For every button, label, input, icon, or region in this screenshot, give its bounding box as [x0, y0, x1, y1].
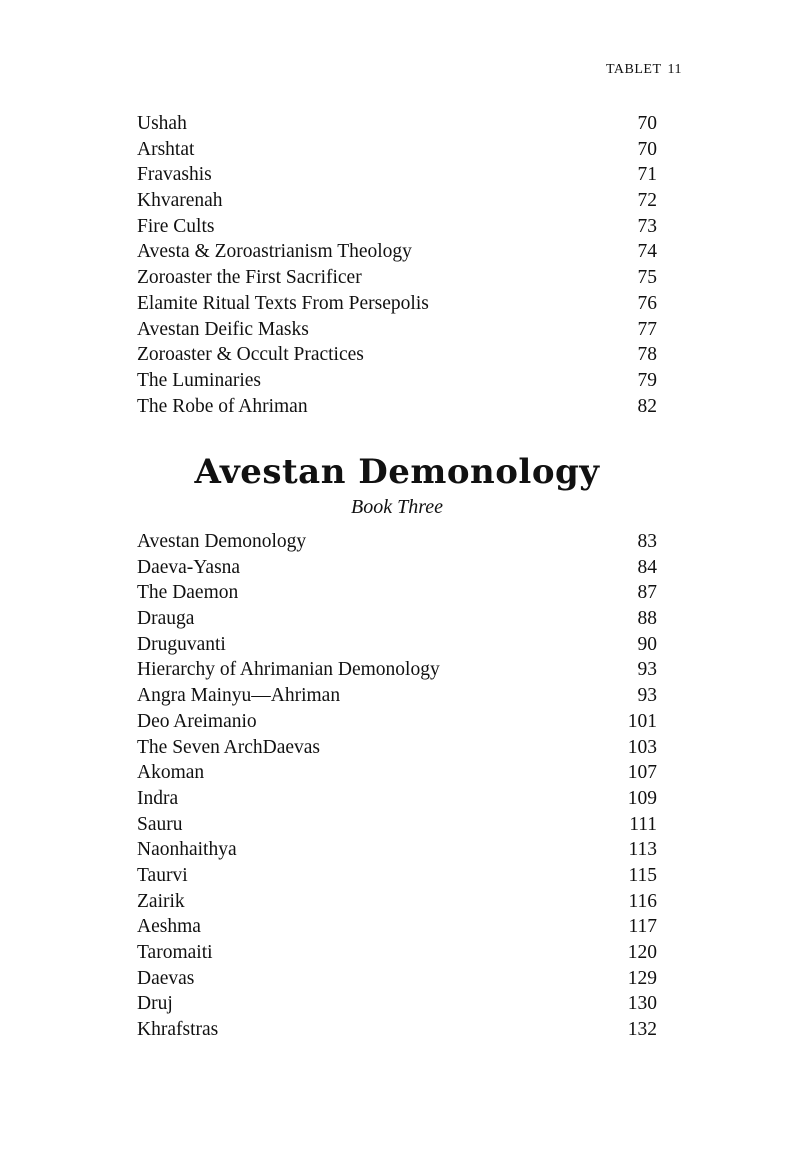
section-subtitle: Book Three	[350, 496, 443, 518]
toc-entry-page: 132	[627, 1019, 657, 1041]
toc-entry-title: Aeshma	[137, 916, 201, 938]
toc-entry-page: 90	[637, 633, 657, 655]
toc-entry	[137, 632, 657, 658]
toc-entry-title: Daeva-Yasna	[137, 556, 241, 578]
toc-entry-page: 120	[627, 942, 657, 963]
toc-entry-page: 73	[637, 215, 657, 237]
toc-entry-page: 113	[628, 839, 657, 861]
toc-entry-page: 70	[637, 113, 657, 134]
toc-entry-title: The Seven ArchDaevas	[137, 736, 321, 758]
toc-entry	[137, 606, 657, 632]
toc-list-top	[137, 111, 657, 419]
toc-entry-page: 87	[637, 582, 657, 604]
running-head-label: TABLET	[605, 62, 662, 77]
toc-entry-page: 84	[637, 556, 657, 578]
toc-entry-title: Zoroaster the First Sacrificer	[137, 267, 362, 289]
toc-entry-title: Indra	[137, 787, 179, 809]
toc-entry-page: 78	[637, 344, 657, 366]
toc-entry-page: 74	[637, 241, 657, 263]
toc-entry-page: 111	[629, 813, 657, 835]
toc-entry-title: Akoman	[137, 762, 205, 784]
toc-entry-page: 116	[628, 890, 657, 912]
page-number: 11	[667, 62, 682, 77]
toc-entry	[137, 683, 657, 709]
toc-entry	[137, 265, 657, 291]
toc-entry	[137, 991, 657, 1017]
toc-entry-title: Naonhaithya	[137, 839, 237, 861]
toc-entry-page: 93	[637, 659, 657, 681]
toc-entry	[137, 837, 657, 863]
toc-entry-page: 79	[637, 369, 657, 391]
toc-entry-title: Hierarchy of Ahrimanian Demonology	[137, 659, 440, 681]
toc-entry-title: Avesta & Zoroastrianism Theology	[137, 241, 412, 263]
toc-entry-title: Fravashis	[137, 164, 212, 186]
toc-entry-title: Druguvanti	[137, 633, 226, 655]
toc-entry-page: 70	[637, 138, 657, 160]
toc-entry	[137, 580, 657, 606]
toc-entry	[137, 214, 657, 240]
toc-entry-page: 77	[637, 318, 657, 340]
toc-entry-page: 82	[637, 395, 657, 417]
toc-entry	[137, 709, 657, 735]
toc-entry	[137, 812, 657, 838]
toc-entry	[137, 317, 657, 343]
toc-entry	[137, 394, 657, 420]
toc-entry-page: 83	[637, 531, 657, 552]
toc-entry-title: The Robe of Ahriman	[137, 395, 308, 417]
toc-entry-title: Ushah	[137, 113, 187, 134]
toc-entry	[137, 555, 657, 581]
toc-entry-title: Avestan Demonology	[137, 531, 307, 552]
toc-entry-page: 115	[628, 864, 657, 886]
toc-entry	[137, 111, 657, 137]
toc-entry	[137, 291, 657, 317]
toc-entry-page: 103	[627, 736, 657, 758]
toc-entry-page: 93	[637, 685, 657, 707]
toc-entry-title: Druj	[137, 993, 173, 1015]
toc-entry-page: 130	[627, 993, 657, 1015]
section-title: Avestan Demonology	[194, 452, 600, 492]
toc-entry	[137, 735, 657, 761]
toc-entry	[137, 657, 657, 683]
toc-entry-page: 72	[637, 190, 657, 212]
toc-entry	[137, 889, 657, 915]
toc-entry-title: Arshtat	[137, 138, 195, 160]
toc-entry-page: 75	[637, 267, 657, 289]
toc-entry-page: 107	[627, 762, 657, 784]
toc-entry	[137, 137, 657, 163]
toc-entry	[137, 1017, 657, 1043]
toc-entry	[137, 786, 657, 812]
toc-entry	[137, 940, 657, 966]
toc-entry-title: Sauru	[137, 813, 183, 835]
toc-entry	[137, 760, 657, 786]
toc-entry-title: Deo Areimanio	[137, 710, 257, 732]
running-head	[606, 62, 682, 78]
toc-entry-page: 117	[628, 916, 657, 938]
toc-entry-title: Khvarenah	[137, 190, 223, 212]
toc-entry	[137, 529, 657, 555]
toc-entry-title: Elamite Ritual Texts From Persepolis	[137, 292, 429, 314]
toc-entry-title: Fire Cults	[137, 215, 215, 237]
toc-entry	[137, 863, 657, 889]
toc-entry	[137, 239, 657, 265]
toc-entry-title: Khrafstras	[137, 1019, 219, 1041]
toc-entry-title: Daevas	[137, 967, 195, 989]
toc-entry-page: 129	[627, 967, 657, 989]
toc-entry	[137, 162, 657, 188]
toc-entry	[137, 368, 657, 394]
toc-entry	[137, 914, 657, 940]
toc-entry-title: The Luminaries	[137, 369, 261, 391]
toc-entry-page: 109	[627, 787, 657, 809]
toc-entry	[137, 188, 657, 214]
toc-entry-page: 71	[637, 164, 657, 186]
toc-list-bottom	[137, 529, 657, 1043]
toc-entry	[137, 342, 657, 368]
toc-entry-title: Avestan Deific Masks	[137, 318, 309, 340]
toc-entry-title: Zairik	[137, 890, 185, 912]
toc-entry-page: 76	[637, 292, 657, 314]
toc-entry-page: 101	[627, 710, 657, 732]
toc-entry-page: 88	[637, 608, 657, 630]
toc-entry-title: Drauga	[137, 608, 195, 630]
toc-entry-title: Zoroaster & Occult Practices	[137, 344, 364, 366]
toc-entry-title: Angra Mainyu—Ahriman	[137, 685, 341, 707]
toc-entry	[137, 966, 657, 992]
toc-entry-title: The Daemon	[137, 582, 239, 604]
toc-entry-title: Taurvi	[137, 864, 188, 886]
toc-entry-title: Taromaiti	[137, 942, 213, 963]
